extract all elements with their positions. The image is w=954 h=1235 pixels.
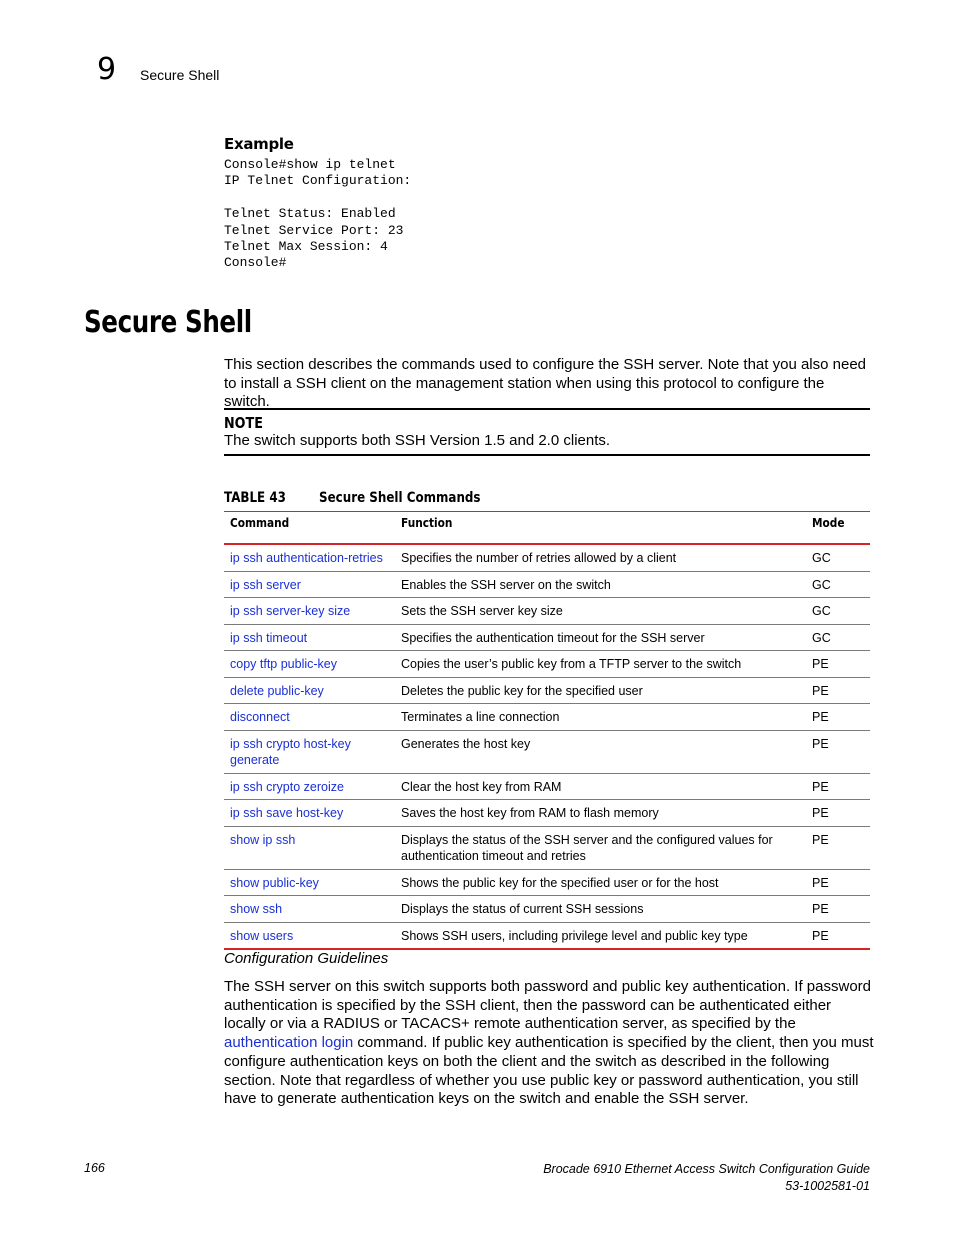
command-link[interactable]: ip ssh save host-key [230,806,344,820]
table-row [224,922,870,949]
code-line [224,190,411,206]
command-link[interactable]: show public-key [230,875,319,890]
function-cell: Terminates a line connection [395,704,806,731]
code-line: IP Telnet Configuration: [224,173,412,189]
function-cell: Shows the public key for the specified user or for the host [395,869,806,896]
command-link[interactable]: disconnect [230,710,290,724]
command-link[interactable]: ip ssh timeout [230,630,308,645]
function-cell: Displays the status of current SSH sessions [395,896,806,923]
doc-number: 53-1002581-01 [785,1179,870,1193]
function-cell: Generates the host key [395,730,806,773]
function-cell: Displays the status of the SSH server and the configured values for authentication timeout and retries [395,826,806,869]
chapter-number: 9 [97,52,117,87]
command-link[interactable]: ip ssh crypto host-key generate [230,736,351,767]
mode-cell: GC [806,544,870,571]
mode-cell: PE [806,773,870,800]
function-cell: Saves the host key from RAM to flash memory [395,800,806,827]
table-number: TABLE 43 [224,490,286,506]
mode-cell: GC [806,598,870,625]
function-cell: Clear the host key from RAM [395,773,806,800]
command-link[interactable]: show users [230,928,294,943]
table-row [224,773,870,800]
table-header-row [224,512,870,545]
table-row [224,677,870,704]
section-intro: This section describes the commands used to configure the SSH server. Note that you also need to install a SSH client on the management station when using this protocol to configure the switch. [224,356,867,411]
table-row [224,896,870,923]
chapter-title: Secure Shell [140,67,220,83]
table-row [224,544,870,571]
command-link[interactable]: ip ssh authentication-retries [230,551,383,565]
command-link[interactable]: copy tftp public-key [230,657,337,671]
command-link[interactable]: show ip ssh [230,832,296,847]
mode-cell: PE [806,826,870,869]
section-title: Secure Shell [84,305,252,340]
note-box [224,408,870,456]
guidelines-paragraph: The SSH server on this switch supports both password and public key authentication. If password authentication is specified by the SSH client, then the password can be authenticated either locally or via a RADIUS or TACACS+ remote authentication server, as specified by the authentication login command. If public key authentication is specified by the client, then you must configure authentication keys on both the client and the switch as described in the following section. Note that regardless of whether you use public key or password authentication, you still have to generate authentication keys on the switch and enable the SSH server. [224,978,874,1108]
table-caption [224,489,481,507]
table-row [224,651,870,678]
guide-title: Brocade 6910 Ethernet Access Switch Configuration Guide [543,1162,870,1176]
column-header-function: Function [395,512,806,545]
table-row [224,624,870,651]
table-row [224,598,870,625]
command-link[interactable]: ip ssh server [230,577,301,592]
table-row [224,800,870,827]
table-row [224,704,870,731]
function-cell: Specifies the authentication timeout for the SSH server [395,624,806,651]
note-text: The switch supports both SSH Version 1.5 and 2.0 clients. [224,432,611,449]
table-title: Secure Shell Commands [319,490,481,506]
command-link[interactable]: show ssh [230,902,283,916]
example-heading: Example [224,135,294,153]
guidelines-heading: Configuration Guidelines [224,950,389,967]
function-cell: Enables the SSH server on the switch [395,571,806,598]
mode-cell: PE [806,800,870,827]
mode-cell: PE [806,869,870,896]
commands-table [224,511,870,950]
code-line: Console# [224,255,287,271]
mode-cell: PE [806,730,870,773]
code-line: Telnet Max Session: 4 [224,238,388,254]
table-row [224,571,870,598]
mode-cell: GC [806,624,870,651]
function-cell: Shows SSH users, including privilege level and public key type [401,928,748,943]
function-cell: Copies the user’s public key from a TFTP server to the switch [395,651,806,678]
mode-cell: PE [806,704,870,731]
code-line: Telnet Service Port: 23 [224,222,404,238]
page-number: 166 [84,1161,105,1175]
footer-info [543,1161,870,1195]
command-link[interactable]: delete public-key [230,683,324,698]
note-label: NOTE [224,414,263,432]
code-line: Console#show ip telnet [224,157,396,172]
column-header-command: Command [224,512,395,545]
table-row [224,869,870,896]
mode-cell: PE [806,677,870,704]
code-example [224,157,411,272]
mode-cell: PE [812,928,829,943]
function-cell: Specifies the number of retries allowed by a client [395,544,806,571]
table-row [224,730,870,773]
column-header-mode: Mode [806,512,870,545]
mode-cell: PE [806,651,870,678]
function-cell: Sets the SSH server key size [395,598,806,625]
function-cell: Deletes the public key for the specified user [395,677,806,704]
code-line: Telnet Status: Enabled [224,206,396,222]
command-link[interactable]: ip ssh crypto zeroize [230,779,344,794]
table-row [224,826,870,869]
mode-cell: GC [806,571,870,598]
mode-cell: PE [806,896,870,923]
authentication-login-link[interactable]: authentication login [224,1034,354,1052]
command-link[interactable]: ip ssh server-key size [230,604,351,618]
